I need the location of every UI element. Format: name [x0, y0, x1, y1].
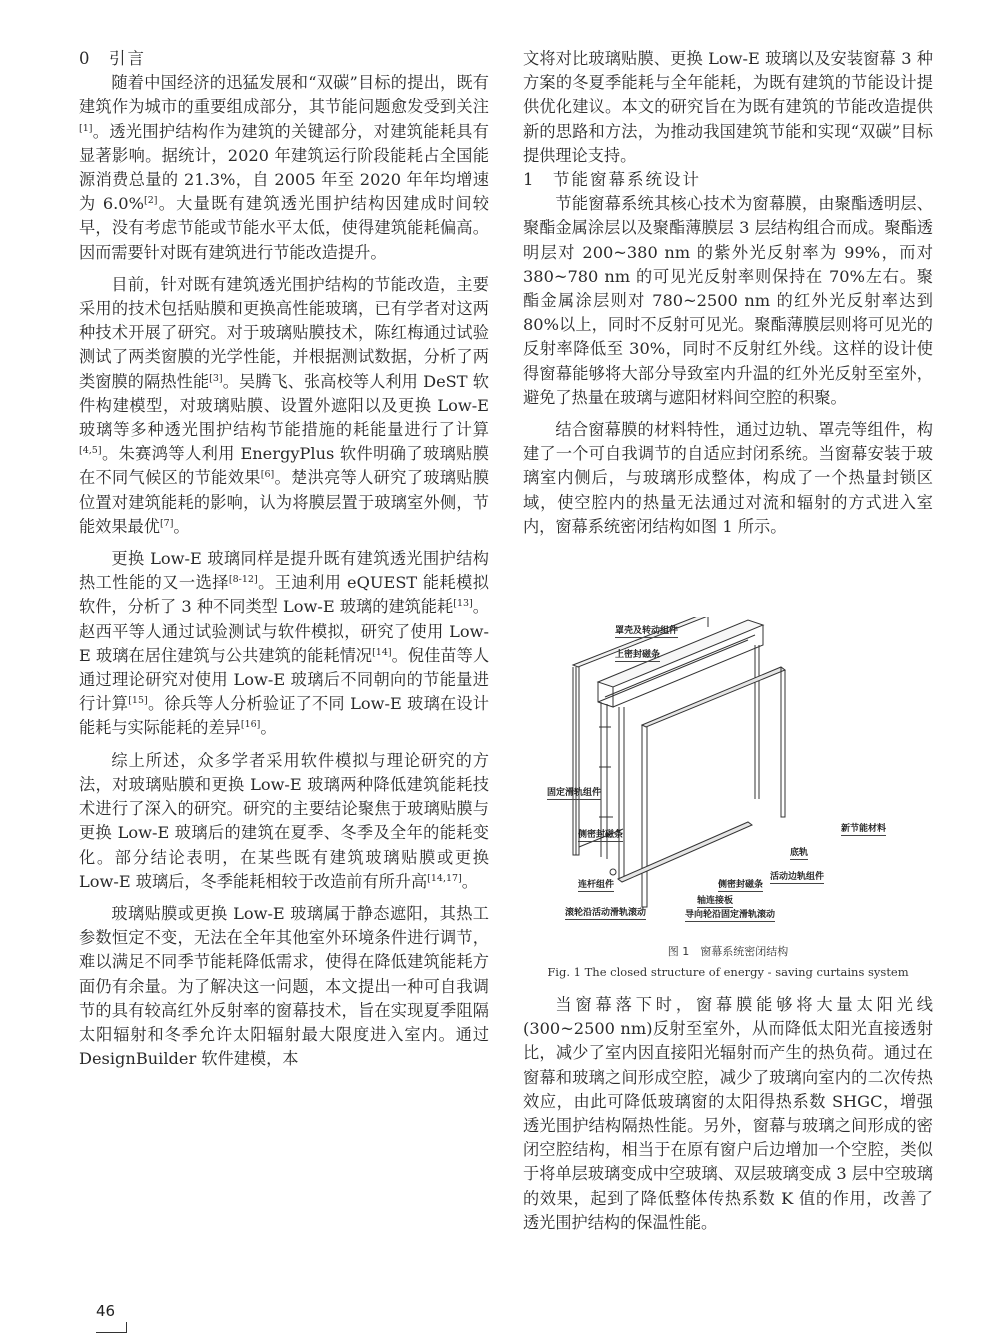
citation-ref[interactable]: [14,17]	[427, 872, 462, 884]
paragraph: 综上所述，众多学者采用软件模拟与理论研究的方法，对玻璃贴膜和更换 Low-E 玻璃两种降低建筑能耗技术进行了深入的研究。研究的主要结论聚焦于玻璃贴膜与更换 Low-E 玻璃后的建筑在夏季、冬季及全年的能耗变化。部分结论表明，在某些既有建筑玻璃贴膜或更换 Low-E 玻璃后，冬季能耗相较于改造前有所升高[14,17]。	[79, 750, 489, 891]
figure-1	[523, 617, 933, 987]
bottom-rail	[618, 822, 752, 882]
section-title: 引言	[109, 49, 146, 68]
section-number: 0	[79, 49, 90, 68]
label-fixed-rail: 固定滑轨组件	[547, 788, 602, 798]
section-number: 1	[523, 170, 534, 190]
citation-ref[interactable]: [15]	[128, 695, 148, 707]
left-column	[79, 47, 489, 1071]
label-top-seal: 上密封磁条	[615, 650, 661, 660]
label-housing: 罩壳及转动组件	[615, 626, 679, 636]
citation-ref[interactable]: [1]	[79, 122, 93, 134]
label-movable-rail: 活动边轨组件	[770, 872, 825, 882]
figure-caption-cn: 图 1 窗幕系统密闭结构	[667, 945, 789, 958]
paragraph-continuation: 文将对比玻璃贴膜、更换 Low-E 玻璃以及安装窗幕 3 种方案的冬夏季能耗与全年能耗，为既有建筑的节能设计提供优化建议。本文的研究旨在为既有建筑的节能改造提供新的思路和方法，为推动我国建筑节能和实现“双碳”目标提供理论支持。	[523, 49, 933, 165]
label-side-seal-left: 侧密封磁条	[578, 830, 624, 840]
citation-ref[interactable]: [7]	[159, 517, 174, 529]
section-title: 节能窗幕系统设计	[553, 170, 701, 190]
citation-ref[interactable]: [16]	[240, 719, 261, 731]
label-new-material: 新节能材料	[841, 824, 887, 834]
paragraph: 结合窗幕膜的材料特性，通过边轨、罩壳等组件，构建了一个可自我调节的自适应封闭系统。当窗幕安装于玻璃室内侧后，与玻璃形成整体，构成了一个热量封锁区域，使空腔内的热量无法通过对流和辐射的方式进入室内，窗幕系统密闭结构如图 1 所示。	[523, 420, 933, 536]
label-bottom-rail: 底轨	[790, 848, 809, 858]
section-heading-introduction	[79, 47, 489, 71]
page-number-mark	[96, 1322, 127, 1333]
citation-ref[interactable]: [8-12]	[228, 574, 258, 586]
paragraph: 玻璃贴膜或更换 Low-E 玻璃属于静态遮阳，其热工参数恒定不变，无法在全年其他室外环境条件进行调节，难以满足不同季节能耗降低需求，使得在降低建筑能耗方面仍有余量。为了解决这一问题，本文提出一种可自我调节的具有较高红外反射率的窗幕技术，旨在实现夏季阻隔太阳辐射和冬季允许太阳辐射最大限度进入室内。通过 DesignBuilder 软件建模，本	[79, 903, 489, 1069]
label-shaft-plate: 轴连接板	[697, 896, 734, 906]
paragraph: 节能窗幕系统其核心技术为窗幕膜，由聚酯透明层、聚酯金属涂层以及聚酯薄膜层 3 层结构组合而成。聚酯透明层对 200~380 nm 的紫外光反射率为 99%，而对 380~780 nm 的可见光反射率则保持在 70%左右。聚酯金属涂层则对 780~2500 nm 的红外光反射率达到 80%以上，同时不反射可见光。聚酯薄膜层则将可见光的反射率降低至 30%，同时不反射红外线。这样的设计使得窗幕能够将大部分导致室内升温的红外光反射至室外，避免了热量在玻璃与遮阳材料间空腔的积聚。	[523, 194, 933, 407]
paragraph: 目前，针对既有建筑透光围护结构的节能改造，主要采用的技术包括贴膜和更换高性能玻璃，已有学者对这两种技术开展了研究。对于玻璃贴膜技术，陈红梅通过试验测试了两类窗膜的光学性能，并根据测试数据，分析了两类窗膜的隔热性能[3]。吴腾飞、张高校等人利用 DeST 软件构建模型，对玻璃贴膜、设置外遮阳以及更换 Low-E 玻璃等多种透光围护结构节能措施的耗能量进行了计算[4,5]。朱赛鸿等人利用 EnergyPlus 软件明确了玻璃贴膜在不同气候区的节能效果[6]。楚洪亮等人研究了玻璃贴膜位置对建筑能耗的影响，认为将膜层置于玻璃室外侧，节能效果最优[7]。	[79, 274, 490, 536]
figure-caption-en: Fig. 1 The closed structure of energy - saving curtains system	[547, 965, 909, 979]
label-side-seal-right: 侧密封磁条	[718, 880, 764, 890]
citation-ref[interactable]: [13]	[453, 598, 473, 610]
citation-ref[interactable]: [4,5]	[79, 445, 102, 457]
right-column-lower	[523, 993, 933, 1235]
curtain-material-frame	[642, 667, 785, 907]
label-linkage: 连杆组件	[578, 880, 615, 890]
citation-ref[interactable]: [3]	[209, 372, 223, 384]
page-number: 46	[96, 1302, 116, 1320]
citation-ref[interactable]: [6]	[260, 469, 275, 481]
paragraph: 更换 Low-E 玻璃同样是提升既有建筑透光围护结构热工性能的又一选择[8-12]。王迪利用 eQUEST 能耗模拟软件，分析了 3 种不同类型 Low-E 玻璃的建筑能耗[13]。赵西平等人通过试验测试与软件模拟，研究了使用 Low-E 玻璃在居住建筑与公共建筑的能耗情况[14]。倪佳苗等人通过理论研究对使用 Low-E 玻璃后不同朝向的节能量进行计算[15]。徐兵等人分析验证了不同 Low-E 玻璃在设计能耗与实际能耗的差异[16]。	[79, 549, 490, 738]
paragraph: 当窗幕落下时，窗幕膜能够将大量太阳光线(300~2500 nm)反射至室外，从而降低太阳光直接透射比，减少了室内因直接阳光辐射而产生的热负荷。通过在窗幕和玻璃之间形成空腔，减少了玻璃向室内的二次传热效应，由此可降低玻璃窗的太阳得热系数 SHGC，增强透光围护结构隔热性能。另外，窗幕与玻璃之间形成的密闭空腔结构，相当于在原有窗户后边增加一个空腔，类似于将单层玻璃变成中空玻璃、双层玻璃变成 3 层中空玻璃的效果，起到了降低整体传热系数 K 值的作用，改善了透光围护结构的保温性能。	[523, 995, 933, 1232]
citation-ref[interactable]: [2]	[143, 195, 158, 207]
paragraph: 随着中国经济的迅猛发展和“双碳”目标的提出，既有建筑作为城市的重要组成部分，其节能问题愈发受到关注[1]。透光围护结构作为建筑的关键部分，对建筑能耗具有显著影响。据统计，2020 年建筑运行阶段能耗占全国能源消费总量的 21.3%，自 2005 年至 2020 年年均增速为 6.0%[2]。大量既有建筑透光围护结构因建成时间较早，没有考虑节能或节能水平太低，使得建筑能耗偏高。因而需要针对既有建筑进行节能改造提升。	[79, 73, 489, 262]
label-roller: 滚轮沿活动滑轨滚动	[565, 908, 647, 918]
citation-ref[interactable]: [14]	[372, 646, 392, 658]
right-column	[523, 47, 933, 539]
label-guide-wheel: 导向轮沿固定滑轨滚动	[685, 910, 776, 920]
section-heading-design	[523, 168, 933, 192]
